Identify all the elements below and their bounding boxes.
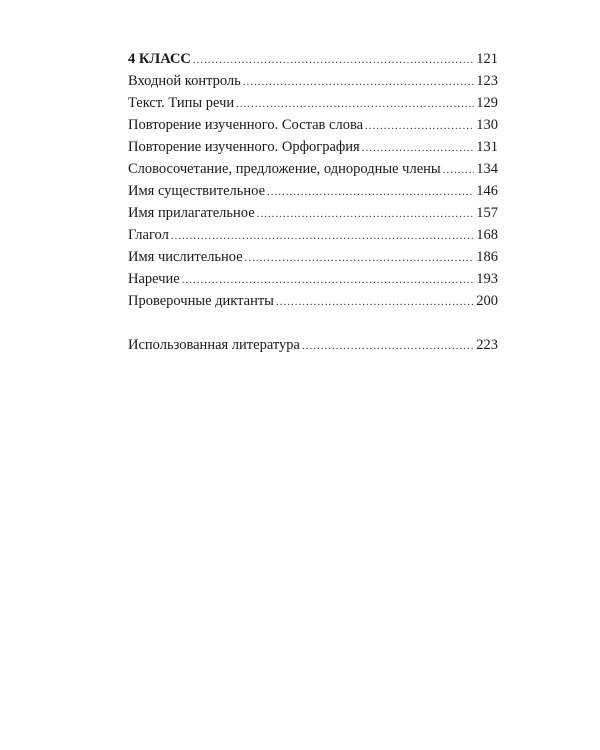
toc-entry [128,202,498,224]
toc-entry-page: 193 [476,271,498,287]
toc-entry-title: Входной контроль [128,73,241,89]
toc-heading-page: 121 [476,51,498,67]
toc-references-entry [128,334,498,356]
toc-entry-page: 186 [476,249,498,265]
dot-leader [302,335,474,357]
dot-leader [443,159,475,181]
toc-heading-title: 4 КЛАСС [128,51,191,67]
dot-leader [245,247,475,269]
toc-entry [128,224,498,246]
toc-entry [128,158,498,180]
dot-leader [365,115,474,137]
toc-entry [128,114,498,136]
toc-entry [128,268,498,290]
dot-leader [267,181,474,203]
toc-entry-title: Глагол [128,227,169,243]
toc-entry-title: Словосочетание, предложение, однородные члены [128,161,441,177]
dot-leader [362,137,475,159]
toc-entry [128,290,498,312]
toc-references-title: Использованная литература [128,337,300,353]
toc-references-page: 223 [476,337,498,353]
toc-entry-page: 157 [476,205,498,221]
toc-entry-page: 123 [476,73,498,89]
table-of-contents [128,48,498,356]
toc-entry-title: Повторение изученного. Орфография [128,139,360,155]
toc-entry [128,136,498,158]
toc-entry-page: 146 [476,183,498,199]
toc-entry-page: 168 [476,227,498,243]
toc-entry-title: Наречие [128,271,180,287]
toc-entry [128,246,498,268]
dot-leader [243,71,474,93]
dot-leader [236,93,474,115]
toc-entry-page: 131 [476,139,498,155]
toc-entry-page: 130 [476,117,498,133]
toc-entry-title: Имя прилагательное [128,205,255,221]
toc-entry [128,180,498,202]
toc-entry [128,92,498,114]
toc-entry-page: 200 [476,293,498,309]
dot-leader [257,203,475,225]
toc-entry-title: Повторение изученного. Состав слова [128,117,364,133]
dot-leader [193,49,474,71]
toc-entry-page: 129 [476,95,498,111]
dot-leader [171,225,474,247]
toc-entry-title: Проверочные диктанты [128,293,274,309]
toc-entry-title: Текст. Типы речи [128,95,235,111]
toc-section-heading [128,48,498,70]
toc-entry-title: Имя числительное [128,249,243,265]
toc-entry-title: Имя существительное [128,183,266,199]
dot-leader [182,269,475,291]
toc-entry-page: 134 [476,161,498,177]
dot-leader [276,291,474,313]
toc-entry [128,70,498,92]
